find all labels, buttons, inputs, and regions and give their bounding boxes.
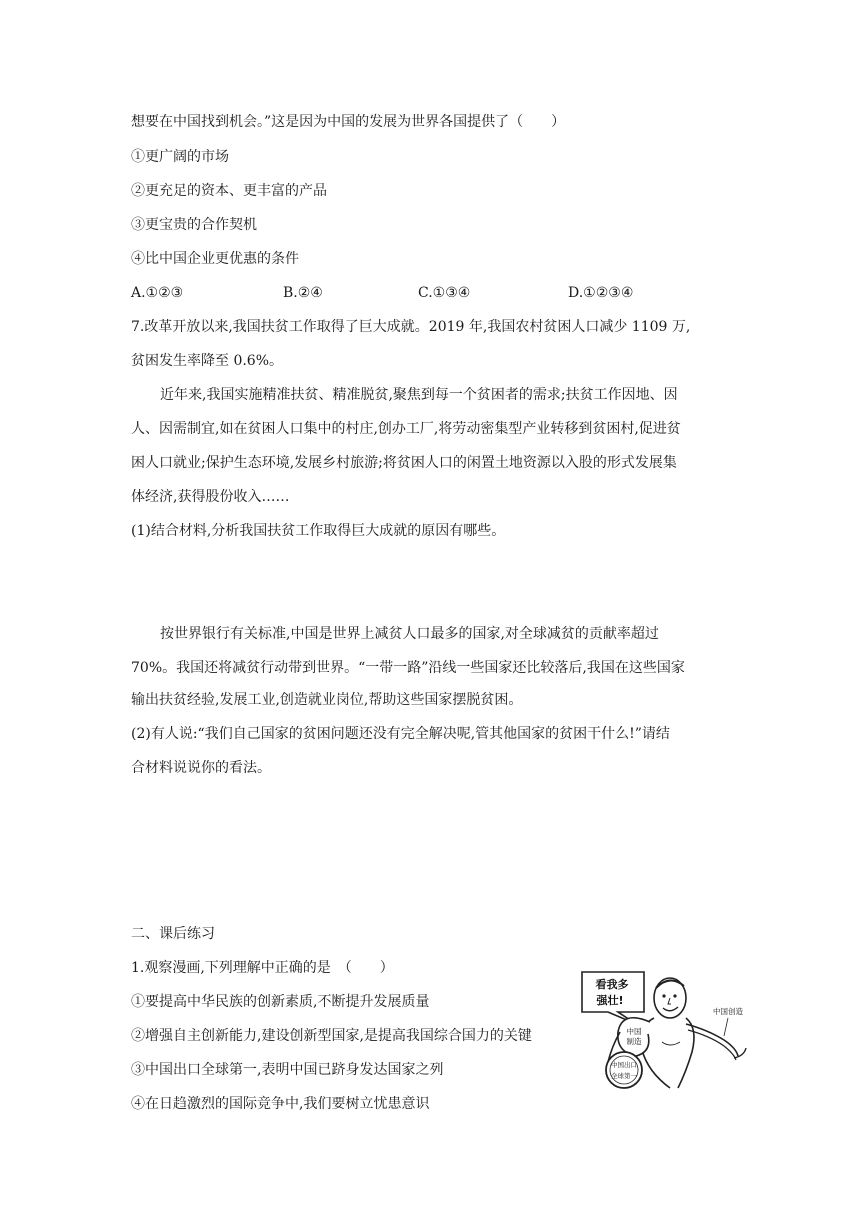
q7-stem-line1: 7.改革开放以来,我国扶贫工作取得了巨大成就。2019 年,我国农村贫困人口减少 1109 万, bbox=[131, 319, 691, 335]
s2-q1-item-3: ③中国出口全球第一,表明中国已跻身发达国家之列 bbox=[131, 1062, 444, 1078]
s2-q1-stem: 1.观察漫画,下列理解中正确的是 （ ） bbox=[131, 960, 394, 976]
q6-item-1: ①更广阔的市场 bbox=[131, 149, 229, 165]
q7-material2-line3: 输出扶贫经验,发展工业,创造就业岗位,帮助这些国家摆脱贫困。 bbox=[131, 692, 523, 708]
q7-material1-line1: 近年来,我国实施精准扶贫、精准脱贫,聚焦到每一个贫困者的需求;扶贫工作因地、因 bbox=[160, 387, 678, 403]
speech-bubble bbox=[582, 972, 644, 1024]
speech-text-line1: 看我多 bbox=[595, 978, 629, 991]
q6-option-c: C.①③④ bbox=[418, 285, 471, 301]
q7-subquestion-2-line2: 合材料说说你的看法。 bbox=[131, 760, 271, 776]
q7-material2-line1: 按世界银行有关标准,中国是世界上减贫人口最多的国家,对全球减贫的贡献率超过 bbox=[160, 626, 659, 642]
section-heading: 二、课后练习 bbox=[131, 926, 215, 942]
strongman-head bbox=[654, 978, 686, 1018]
q7-material1-line2: 人、因需制宜,如在贫困人口集中的村庄,创办工厂,将劳动密集型产业转移到贫困村,促进贫 bbox=[131, 421, 681, 437]
strongman-body bbox=[641, 1018, 694, 1088]
q6-item-3: ③更宝贵的合作契机 bbox=[131, 217, 257, 233]
q7-stem-line2: 贫困发生率降至 0.6%。 bbox=[131, 353, 284, 369]
q7-subquestion-2-line1: (2)有人说:“我们自己国家的贫困问题还没有完全解决呢,管其他国家的贫困干什么!”请结 bbox=[131, 726, 670, 742]
s2-q1-item-4: ④在日趋激烈的国际竞争中,我们要树立忧患意识 bbox=[131, 1096, 430, 1112]
right-arm bbox=[686, 1006, 746, 1060]
s2-q1-item-1: ①要提高中华民族的创新素质,不断提升发展质量 bbox=[131, 994, 430, 1010]
q6-option-d: D.①②③④ bbox=[568, 285, 634, 301]
left-arm-label-line1: 中国 bbox=[626, 1027, 642, 1036]
q6-item-4: ④比中国企业更优惠的条件 bbox=[131, 251, 299, 267]
cartoon-illustration bbox=[578, 968, 754, 1090]
export-medal bbox=[606, 1052, 642, 1088]
medal-text-line2: 全球第一 bbox=[611, 1072, 637, 1080]
q7-material1-line3: 困人口就业;保护生态环境,发展乡村旅游;将贫困人口的闲置土地资源以入股的形式发展集 bbox=[131, 455, 677, 471]
speech-text-line2: 强壮! bbox=[596, 994, 624, 1007]
q7-material2-line2: 70%。我国还将减贫行动带到世界。“一带一路”沿线一些国家还比较落后,我国在这些国家 bbox=[131, 660, 685, 676]
left-arm-label-line2: 制造 bbox=[626, 1037, 642, 1046]
q6-item-2: ②更充足的资本、更丰富的产品 bbox=[131, 183, 327, 199]
q6-option-b: B.②④ bbox=[283, 285, 323, 301]
q6-stem-tail: 想要在中国找到机会。”这是因为中国的发展为世界各国提供了（ ） bbox=[131, 114, 566, 130]
medal-text-line1: 中国出口 bbox=[611, 1061, 637, 1069]
cartoon-drawing bbox=[578, 968, 754, 1090]
right-arm-label: 中国创造 bbox=[713, 1007, 743, 1016]
q7-material1-line4: 体经济,获得股份收入…… bbox=[131, 489, 290, 505]
s2-q1-item-2: ②增强自主创新能力,建设创新型国家,是提高我国综合国力的关键 bbox=[131, 1028, 532, 1044]
q6-option-a: A.①②③ bbox=[131, 285, 184, 301]
q7-subquestion-1: (1)结合材料,分析我国扶贫工作取得巨大成就的原因有哪些。 bbox=[131, 523, 506, 539]
